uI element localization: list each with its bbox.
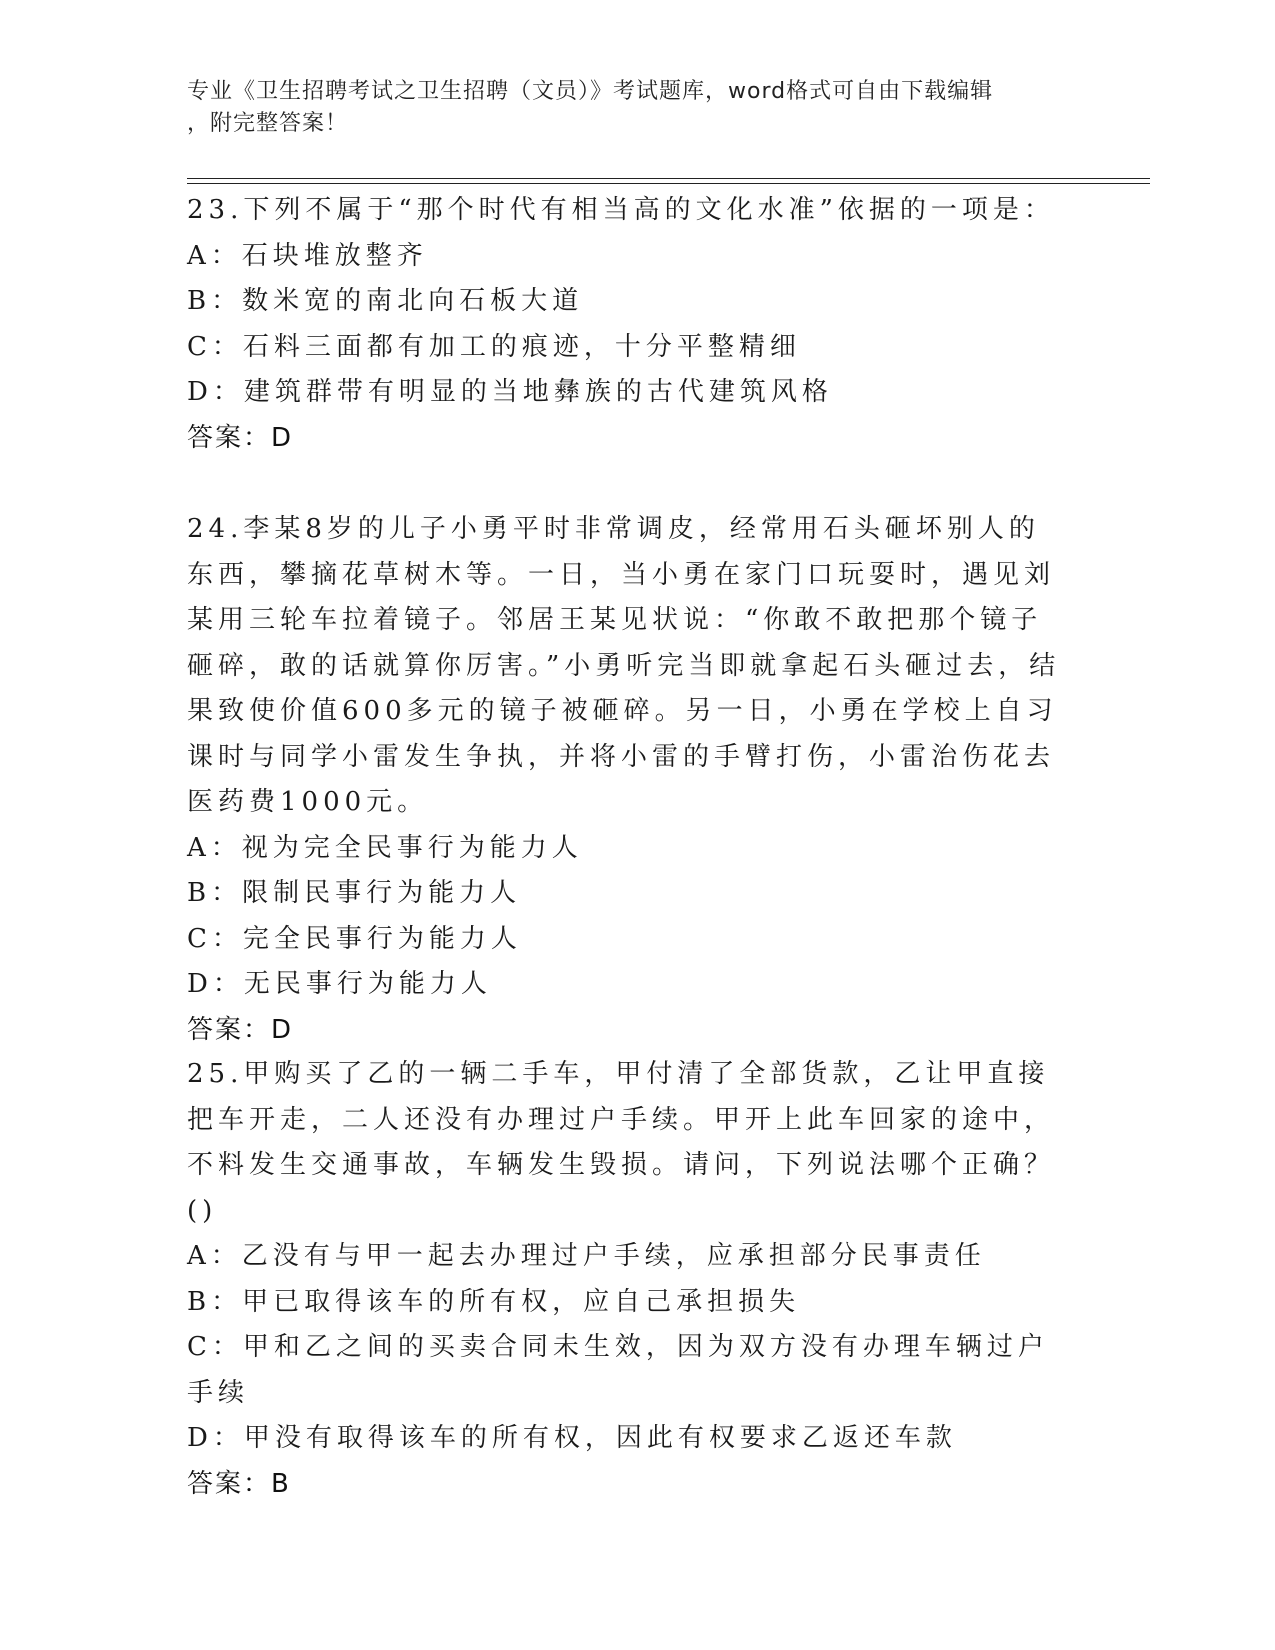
answer-line: 答案：D [187,422,294,453]
question-stem: 25.甲购买了乙的一辆二手车，甲付清了全部货款，乙让甲直接把车开走，二人还没有办理过户手续。甲开上此车回家的途中，不料发生交通事故，车辆发生毁损。请问，下列说法哪个正确？() [187,1059,1056,1226]
option-a: A：乙没有与甲一起去办理过户手续，应承担部分民事责任 [187,1241,986,1271]
header-line-2: ，附完整答案！ [187,111,349,136]
option-a: A：石块堆放整齐 [187,240,428,271]
option-b: B：限制民事行为能力人 [187,878,522,908]
answer-line: 答案：D [187,1014,294,1045]
option-a: A：视为完全民事行为能力人 [187,832,583,863]
answer-line: 答案：B [187,1468,291,1499]
header-divider-top [187,178,1150,179]
option-b: B：甲已取得该车的所有权，应自己承担损失 [187,1286,801,1317]
question-stem: 24.李某8岁的儿子小勇平时非常调皮，经常用石头砸坏别人的东西，攀摘花草树木等。一日，当小勇在家门口玩耍时，遇见刘某用三轮车拉着镜子。邻居王某见状说：“你敢不敢把那个镜子砸碎，敢的话就算你厉害。”小勇听完当即就拿起石头砸过去，结果致使价值600多元的镜子被砸碎。另一日，小勇在学校上自习课时与同学小雷发生争执，并将小雷的手臂打伤，小雷治伤花去医药费1000元。 [187,514,1061,817]
option-d: D：建筑群带有明显的当地彝族的古代建筑风格 [187,377,833,407]
header-line-1: 专业《卫生招聘考试之卫生招聘（文员）》考试题库，word格式可自由下载编辑 [187,79,994,104]
question-24 [187,507,1067,1053]
option-c: C：石料三面都有加工的痕迹，十分平整精细 [187,331,801,362]
document-header [187,76,1067,140]
question-25 [187,1052,1067,1507]
header-divider-bottom [187,183,1150,184]
option-b: B：数米宽的南北向石板大道 [187,286,584,316]
question-stem: 23.下列不属于“那个时代有相当高的文化水准”依据的一项是： [187,195,1055,225]
option-d: D：甲没有取得该车的所有权，因此有权要求乙返还车款 [187,1423,957,1453]
question-23 [187,188,1067,461]
option-c: C：完全民事行为能力人 [187,923,522,954]
option-c: C：甲和乙之间的买卖合同未生效，因为双方没有办理车辆过户手续 [187,1332,1049,1408]
option-d: D：无民事行为能力人 [187,969,492,999]
